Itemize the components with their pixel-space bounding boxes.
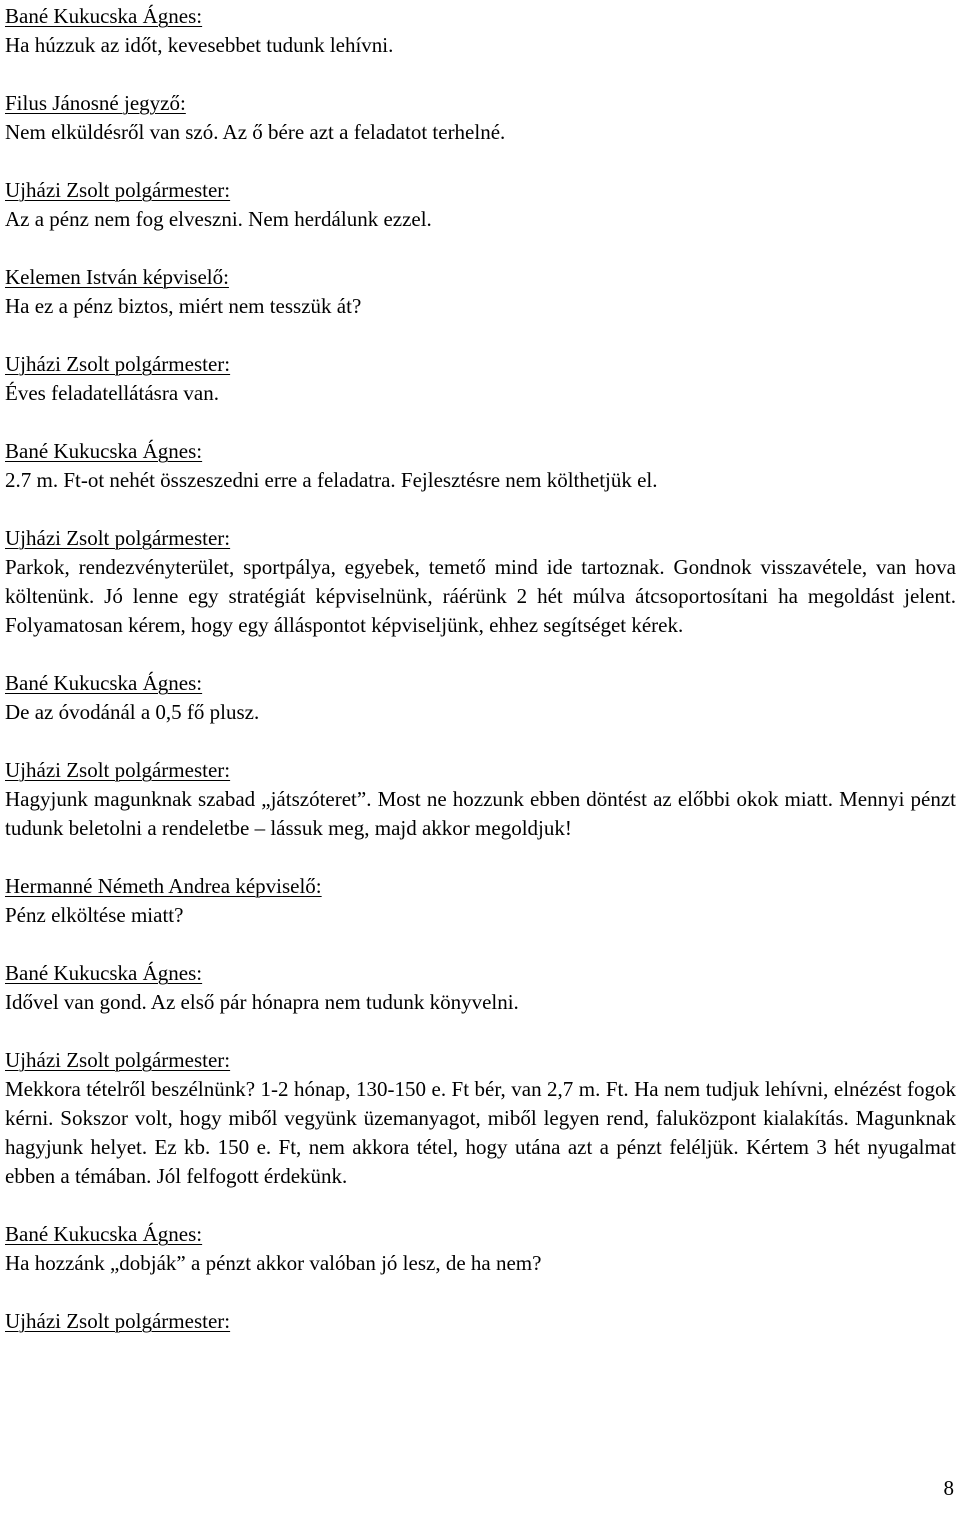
speaker-name: Ujházi Zsolt polgármester: bbox=[5, 758, 231, 782]
statement-line: Ha húzzuk az időt, kevesebbet tudunk lehívni. bbox=[5, 33, 394, 57]
dialogue-block bbox=[5, 872, 956, 930]
speaker-name: Ujházi Zsolt polgármester: bbox=[5, 352, 231, 376]
statement-paragraph: Parkok, rendezvényterület, sportpálya, egyebek, temető mind ide tartoznak. Gondnok visszavétele, van hova költenünk. Jó lenne egy stratégiát képviselnünk, ráérünk 2 hét múlva átcsoportosítani ha megoldást jelent. Folyamatosan kérem, hogy egy álláspontot képviseljünk, ehhez segítséget kérek. bbox=[5, 555, 956, 637]
statement-line: Nem elküldésről van szó. Az ő bére azt a feladatot terhelné. bbox=[5, 120, 506, 144]
dialogue-block bbox=[5, 524, 956, 640]
speaker-name: Ujházi Zsolt polgármester: bbox=[5, 526, 231, 550]
dialogue-block bbox=[5, 756, 956, 843]
speaker-name: Ujházi Zsolt polgármester: bbox=[5, 1309, 231, 1333]
statement-line: 2.7 m. Ft-ot nehét összeszedni erre a feladatra. Fejlesztésre nem költhetjük el. bbox=[5, 468, 658, 492]
dialogue-block bbox=[5, 1220, 956, 1278]
dialogue-block bbox=[5, 437, 956, 495]
dialogue-block bbox=[5, 263, 956, 321]
dialogue-block bbox=[5, 1046, 956, 1191]
dialogue-block bbox=[5, 176, 956, 234]
statement-line: Ha ez a pénz biztos, miért nem tesszük át? bbox=[5, 294, 362, 318]
speaker-name: Bané Kukucska Ágnes: bbox=[5, 4, 203, 28]
speaker-name: Filus Jánosné jegyző: bbox=[5, 91, 186, 115]
speaker-name: Ujházi Zsolt polgármester: bbox=[5, 178, 231, 202]
speaker-name: Kelemen István képviselő: bbox=[5, 265, 229, 289]
statement-line: Ha hozzánk „dobják” a pénzt akkor valóban jó lesz, de ha nem? bbox=[5, 1251, 542, 1275]
speaker-name: Ujházi Zsolt polgármester: bbox=[5, 1048, 231, 1072]
speaker-name: Bané Kukucska Ágnes: bbox=[5, 439, 203, 463]
statement-line: Éves feladatellátásra van. bbox=[5, 381, 219, 405]
statement-line: Idővel van gond. Az első pár hónapra nem tudunk könyvelni. bbox=[5, 990, 519, 1014]
statement-paragraph: Hagyjunk magunknak szabad „játszóteret”. Most ne hozzunk ebben döntést az előbbi okok miatt. Mennyi pénzt tudunk beletolni a rendeletbe – lássuk meg, majd akkor megoldjuk! bbox=[5, 787, 956, 840]
statement-paragraph: Mekkora tételről beszélnünk? 1-2 hónap, 130-150 e. Ft bér, van 2,7 m. Ft. Ha nem tudjuk lehívni, elnézést fogok kérni. Sokszor volt, hogy miből vegyünk üzemanyagot, miből legyen rend, faluközpont kialakítás. Magunknak hagyjunk helyet. Ez kb. 150 e. Ft, nem akkora tétel, hogy utána azt a pénzt feléljük. Kértem 3 hét nyugalmat ebben a témában. Jól felfogott érdekünk. bbox=[5, 1077, 956, 1188]
dialogue-block bbox=[5, 1307, 956, 1336]
dialogue-block bbox=[5, 350, 956, 408]
dialogue-block bbox=[5, 89, 956, 147]
speaker-name: Bané Kukucska Ágnes: bbox=[5, 671, 203, 695]
document-body bbox=[5, 2, 956, 1365]
statement-line: Pénz elköltése miatt? bbox=[5, 903, 184, 927]
statement-line: Az a pénz nem fog elveszni. Nem herdálunk ezzel. bbox=[5, 207, 432, 231]
speaker-name: Hermanné Németh Andrea képviselő: bbox=[5, 874, 322, 898]
speaker-name: Bané Kukucska Ágnes: bbox=[5, 1222, 203, 1246]
speaker-name: Bané Kukucska Ágnes: bbox=[5, 961, 203, 985]
page-number: 8 bbox=[943, 1476, 954, 1500]
dialogue-block bbox=[5, 2, 956, 60]
statement-line: De az óvodánál a 0,5 fő plusz. bbox=[5, 700, 260, 724]
dialogue-block bbox=[5, 959, 956, 1017]
dialogue-block bbox=[5, 669, 956, 727]
